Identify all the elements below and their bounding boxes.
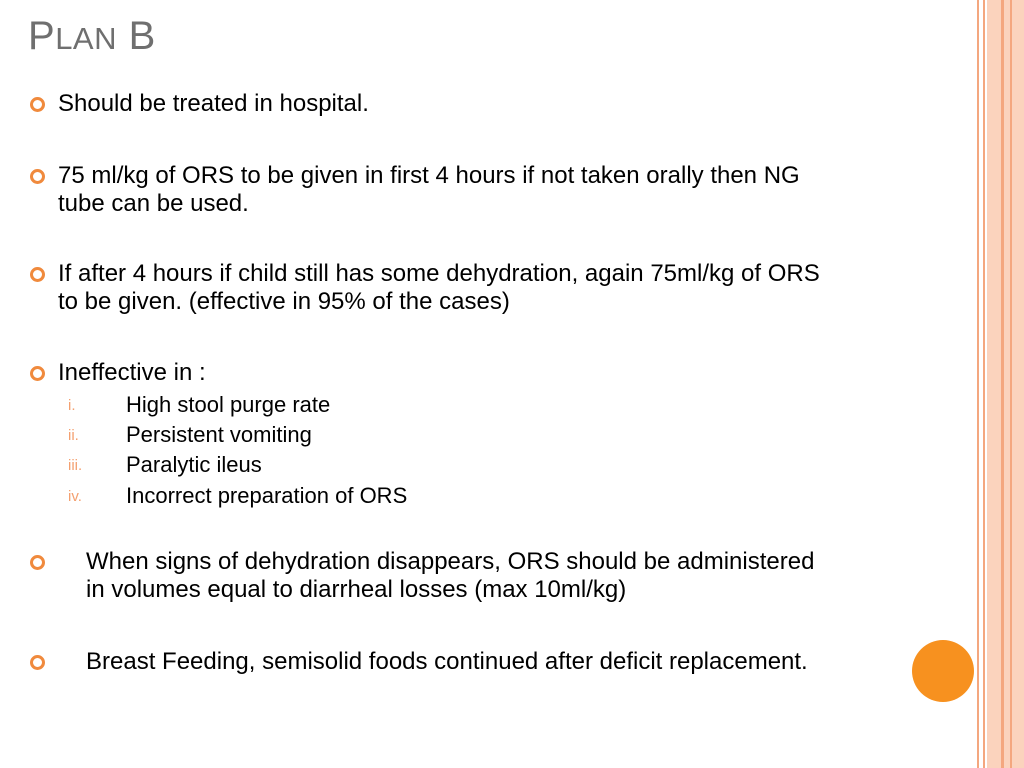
bullet-text: 75 ml/kg of ORS to be given in first 4 hours if not taken orally then NG <box>58 162 800 189</box>
decorative-stripe <box>987 0 1024 768</box>
slide-title: PLAN B <box>28 14 156 58</box>
bullet-text: If after 4 hours if child still has some dehydration, again 75ml/kg of ORS <box>58 260 820 287</box>
bullet-circle-icon <box>30 169 45 184</box>
bullet-circle-icon <box>30 655 45 670</box>
sub-item-number: iii. <box>68 457 83 474</box>
sub-item-text: Paralytic ileus <box>126 452 262 477</box>
bullet-text: to be given. (effective in 95% of the cases) <box>58 288 510 315</box>
bullet-text: Should be treated in hospital. <box>58 90 369 117</box>
bullet-circle-icon <box>30 267 45 282</box>
bullet-circle-icon <box>30 555 45 570</box>
decorative-stripe <box>1001 0 1004 768</box>
bullet-circle-icon <box>30 97 45 112</box>
decorative-stripe <box>983 0 985 768</box>
decorative-stripe <box>1010 0 1012 768</box>
bullet-text: tube can be used. <box>58 190 249 217</box>
sub-item-text: High stool purge rate <box>126 392 331 417</box>
bullet-text: Ineffective in : <box>58 359 206 386</box>
sub-item-number: iv. <box>68 488 82 505</box>
bullet-text: Breast Feeding, semisolid foods continued after deficit replacement. <box>86 648 808 675</box>
decorative-orange-circle <box>912 640 974 702</box>
sub-item-number: i. <box>68 397 76 414</box>
sub-item-text: Persistent vomiting <box>126 422 312 447</box>
bullet-circle-icon <box>30 366 45 381</box>
bullet-text: When signs of dehydration disappears, ORS should be administered <box>86 548 815 575</box>
bullet-text: in volumes equal to diarrheal losses (max 10ml/kg) <box>86 576 627 603</box>
decorative-stripe <box>977 0 979 768</box>
sub-item-text: Incorrect preparation of ORS <box>126 483 408 508</box>
sub-item-number: ii. <box>68 427 79 444</box>
